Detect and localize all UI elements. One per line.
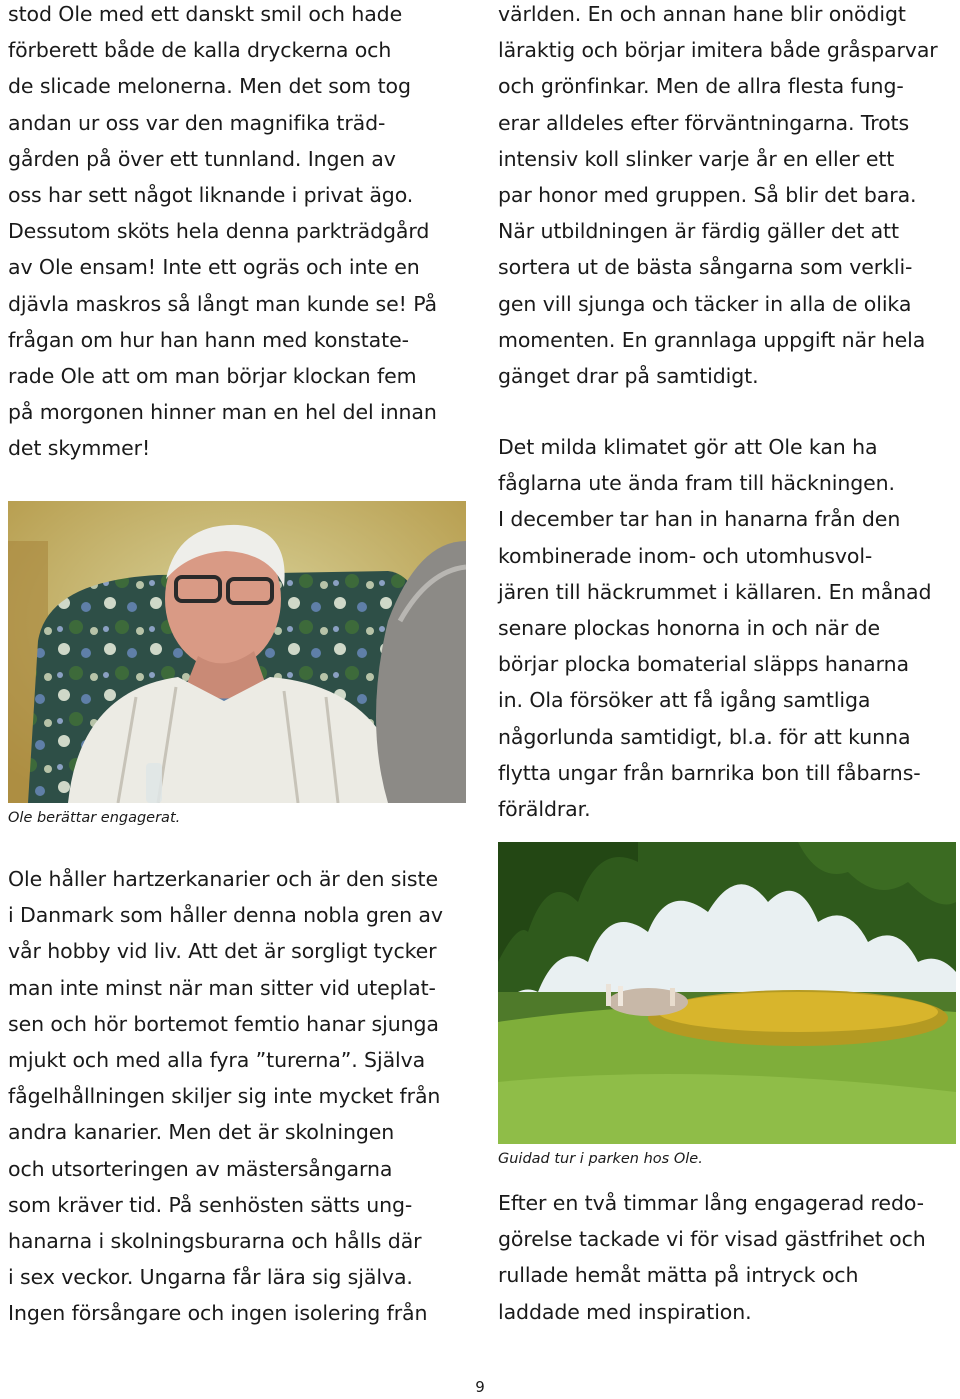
text-line: hanarna i skolningsburarna och hålls där — [8, 1229, 422, 1254]
text-line: som kräver tid. På senhösten sätts ung- — [8, 1192, 413, 1217]
text-line: djävla maskros så långt man kunde se! På — [8, 291, 437, 316]
text-line: Det milda klimatet gör att Ole kan ha — [498, 435, 878, 459]
text-line: och grönfinkar. Men de allra flesta fung- — [498, 74, 904, 99]
text-line: fågelhållningen skiljer sig inte mycket från — [8, 1084, 441, 1109]
text-line: Dessutom sköts hela denna parkträdgård — [8, 219, 430, 244]
text-line: intensiv koll slinker varje år en eller ett — [498, 146, 895, 171]
photo-ole-talking-image — [8, 501, 466, 803]
text-line: Ingen försångare och ingen isolering från — [8, 1301, 428, 1326]
text-line: världen. En och annan hane blir onödigt — [498, 2, 906, 26]
text-line: man inte minst när man sitter vid uteplat- — [8, 975, 436, 1000]
text-line: sen och hör bortemot femtio hanar sjunga — [8, 1011, 439, 1036]
text-line: föräldrar. — [498, 797, 591, 822]
text-line: på morgonen hinner man en hel del innan — [8, 400, 437, 425]
text-line: rade Ole att om man börjar klockan fem — [8, 364, 417, 389]
photo-garden-tour — [498, 842, 956, 1144]
text-line: i sex veckor. Ungarna får lära sig själva. — [8, 1265, 413, 1290]
text-line: av Ole ensam! Inte ett ogräs och inte en — [8, 255, 420, 280]
text-line: I december tar han in hanarna från den — [498, 507, 901, 532]
text-line: och utsorteringen av mästersångarna — [8, 1156, 393, 1181]
right-paragraph-3 — [498, 1185, 926, 1330]
photo-garden-tour-image — [498, 842, 956, 1144]
text-line: oss har sett något liknande i privat ägo. — [8, 183, 414, 208]
text-line: läraktig och börjar imitera både gråsparvar — [498, 38, 938, 63]
text-line: sortera ut de bästa sångarna som verkli- — [498, 255, 913, 280]
text-line: frågan om hur han hann med konstate- — [8, 327, 409, 352]
text-line: in. Ola försöker att få igång samtliga — [498, 688, 871, 713]
right-paragraph-2 — [498, 429, 931, 827]
text-line: de slicade melonerna. Men det som tog — [8, 74, 411, 99]
text-line: gården på över ett tunnland. Ingen av — [8, 146, 396, 171]
right-paragraph-1 — [498, 0, 938, 394]
text-line: rullade hemåt mätta på intryck och — [498, 1263, 859, 1288]
text-line: senare plockas honorna in och när de — [498, 616, 881, 641]
text-line: Efter en två timmar lång engagerad redo- — [498, 1191, 924, 1215]
page-number: 9 — [475, 1378, 485, 1396]
text-line: börjar plocka bomaterial släpps hanarna — [498, 652, 909, 677]
left-paragraph-1 — [8, 0, 437, 467]
text-line: gänget drar på samtidigt. — [498, 364, 759, 389]
text-line: kombinerade inom- och utomhusvol- — [498, 543, 873, 568]
photo-caption-ole: Ole berättar engagerat. — [8, 810, 181, 826]
text-line: fåglarna ute ända fram till häckningen. — [498, 471, 895, 496]
text-line: förberett både de kalla dryckerna och — [8, 38, 392, 63]
photo-ole-talking — [8, 501, 466, 803]
text-line: i Danmark som håller denna nobla gren av — [8, 903, 443, 928]
text-line: andan ur oss var den magnifika träd- — [8, 110, 386, 135]
text-line: laddade med inspiration. — [498, 1299, 752, 1324]
text-line: andra kanarier. Men det är skolningen — [8, 1120, 395, 1145]
text-line: gen vill sjunga och täcker in alla de olika — [498, 291, 912, 316]
text-line: stod Ole med ett danskt smil och hade — [8, 2, 403, 26]
photo-caption-garden: Guidad tur i parken hos Ole. — [498, 1151, 703, 1167]
text-line: Ole håller hartzerkanarier och är den siste — [8, 867, 438, 891]
text-line: vår hobby vid liv. Att det är sorgligt tycker — [8, 939, 437, 964]
text-line: mjukt och med alla fyra ”turerna”. Själva — [8, 1048, 426, 1073]
left-paragraph-2 — [8, 861, 443, 1332]
text-line: När utbildningen är färdig gäller det att — [498, 219, 899, 244]
text-line: erar alldeles efter förväntningarna. Trots — [498, 110, 910, 135]
text-line: det skymmer! — [8, 436, 151, 461]
text-line: momenten. En grannlaga uppgift när hela — [498, 327, 926, 352]
text-line: par honor med gruppen. Så blir det bara. — [498, 183, 917, 208]
text-line: någorlunda samtidigt, bl.a. för att kunna — [498, 724, 911, 749]
text-line: jären till häckrummet i källaren. En månad — [498, 579, 932, 604]
text-line: flytta ungar från barnrika bon till fåbarns- — [498, 760, 921, 785]
text-line: görelse tackade vi för visad gästfrihet och — [498, 1227, 926, 1252]
